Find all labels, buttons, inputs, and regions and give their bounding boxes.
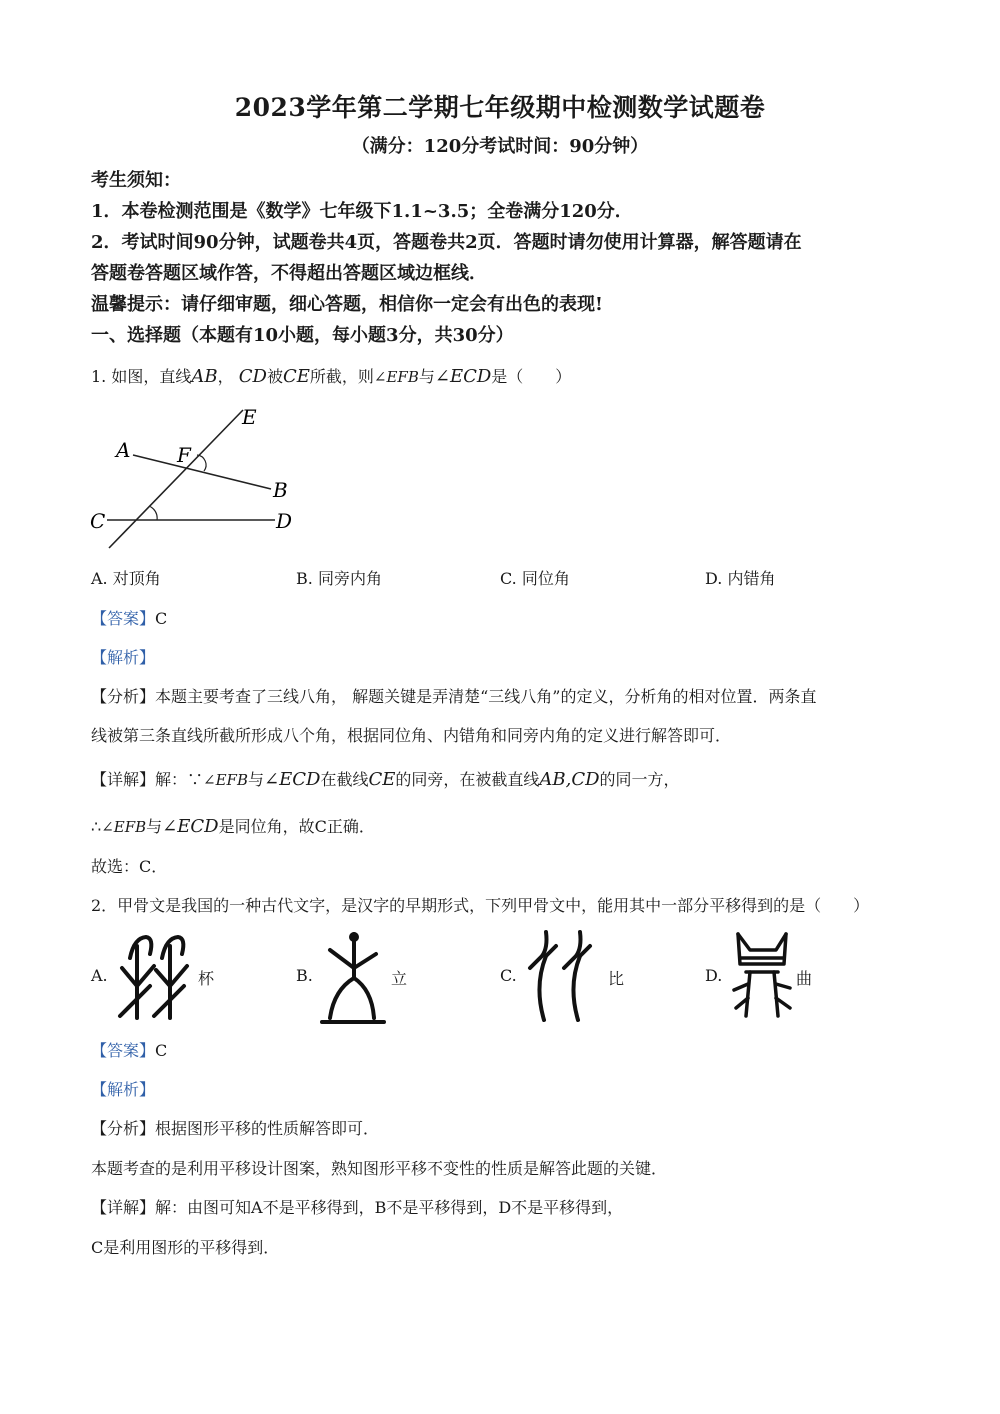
angle-ecd-arc [149,506,157,520]
q2-option-d-char: 曲 [796,969,813,988]
line-ab [133,455,271,489]
q1-detail: 【详解】解：∵∠EFB与∠ECD在截线CE的同旁，在被截直线AB,CD的同一方， [91,769,680,790]
q1-option-d[interactable]: D. 内错角 [705,569,776,588]
notice-item-1: 1．本卷检测范围是《数学》七年级下1.1~3.5；全卷满分120分． [91,201,633,222]
q2-option-b-label[interactable]: B. [296,966,313,985]
notice-item-2-line-1: 2．考试时间90分钟，试题卷共4页，答题卷共2页．答题时请勿使用计算器，解答题请在 [91,232,802,253]
q1-fenxi-line-1: 【分析】本题主要考查了三线八角， 解题关键是弄清楚“三线八角”的定义，分析角的相对位置．两条直 [91,687,817,706]
q2-fenxi: 【分析】根据图形平移的性质解答即可． [91,1119,380,1138]
oracle-bi-icon [520,926,610,1026]
label-d: D [276,509,293,533]
q2-option-c-char: 比 [608,969,625,988]
label-e: E [242,405,257,429]
page-title: 2023学年第二学期七年级期中检测数学试题卷 [234,93,766,122]
q2-option-a-label[interactable]: A. [91,966,108,985]
label-c: C [90,509,106,533]
q2-conclusion: C是利用图形的平移得到． [91,1238,280,1257]
q1-option-b[interactable]: B. 同旁内角 [296,569,382,588]
q2-answer: 【答案】C [91,1041,168,1060]
label-f: F [177,443,191,467]
oracle-bei-icon [112,928,197,1023]
q1-conclusion: ∴∠EFB与∠ECD是同位角，故C正确． [91,816,375,837]
q1-answer: 【答案】C [91,609,168,628]
q2-option-d-label[interactable]: D. [705,966,723,985]
q1-figure [85,400,315,560]
label-a: A [116,438,131,462]
oracle-li-icon [316,928,391,1028]
angle-efb-arc [197,455,206,471]
label-b: B [273,478,288,502]
q1-choose: 故选：C． [91,857,168,876]
q2-detail: 【详解】解：由图可知A不是平移得到，B不是平移得到，D不是平移得到， [91,1198,624,1217]
q2-stem: 2．甲骨文是我国的一种古代文字，是汉字的早期形式，下列甲骨文中，能用其中一部分平移得到的是（ ） [91,896,870,915]
q1-analysis-tag: 【解析】 [91,648,156,667]
q1-stem: 1. 如图，直线AB， CD被CE所截，则∠EFB与∠ECD是（ ） [91,366,572,387]
q2-option-b-char: 立 [391,969,408,988]
page-subtitle: （满分：120分考试时间：90分钟） [351,136,649,157]
q1-option-c[interactable]: C. 同位角 [500,569,570,588]
q2-analysis-tag: 【解析】 [91,1080,156,1099]
q1-fenxi-line-2: 线被第三条直线所截所形成八个角，根据同位角、内错角和同旁内角的定义进行解答即可． [91,726,732,745]
section-heading: 一、选择题（本题有10小题，每小题3分，共30分） [91,325,514,346]
q2-option-a-char: 杯 [198,969,215,988]
q2-review: 本题考查的是利用平移设计图案，熟知图形平移不变性的性质是解答此题的关键． [91,1159,668,1178]
oracle-qu-icon [728,928,798,1023]
notice-tip: 温馨提示：请仔细审题，细心答题，相信你一定会有出色的表现! [91,294,603,315]
line-ce [109,410,243,548]
notice-heading: 考生须知： [91,170,181,191]
q2-option-c-label[interactable]: C. [500,966,517,985]
notice-item-2-line-2: 答题卷答题区域作答，不得超出答题区域边框线． [91,263,487,284]
q1-option-a[interactable]: A. 对顶角 [91,569,161,588]
